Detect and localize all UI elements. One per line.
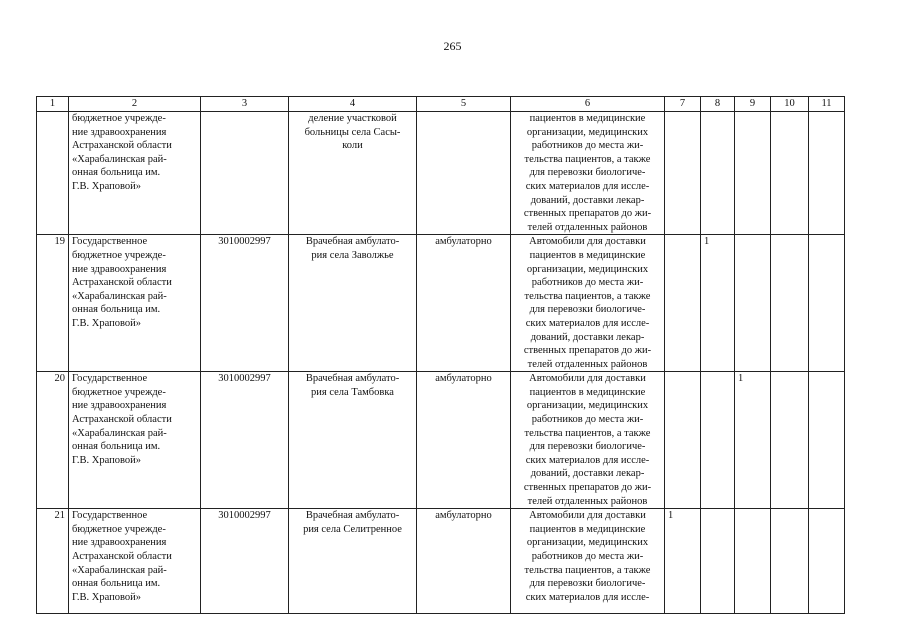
purpose-line: работников до места жи-: [531, 140, 644, 152]
institution-name-line: ние здравоохранения: [72, 400, 167, 412]
purpose-line: дований, доставки лекар-: [530, 331, 645, 343]
column-header-5: 5: [417, 97, 511, 112]
column-header-1: 1: [37, 97, 69, 112]
count-cell-11: [809, 112, 845, 235]
purpose-line: Автомобили для доставки: [529, 236, 646, 248]
count-cell-11: [809, 235, 845, 372]
purpose-line: для перевозки биологиче-: [529, 441, 646, 453]
purpose-line: ственных препаратов до жи-: [523, 345, 652, 357]
division-line: рия села Заволжье: [311, 249, 394, 261]
institution-name-line: ние здравоохранения: [72, 263, 167, 275]
purpose-line: телей отдаленных районов: [527, 221, 648, 233]
purpose-cell: [511, 509, 665, 614]
institution-name-line: Г.В. Храповой»: [72, 454, 141, 466]
count-cell-7: [665, 235, 701, 372]
purpose-line: тельства пациентов, а также: [524, 290, 651, 302]
column-header-4: 4: [289, 97, 417, 112]
institution-name-line: онная больница им.: [72, 441, 161, 453]
count-cell-10: [771, 372, 809, 509]
table-row: [37, 235, 845, 372]
page-number: 265: [443, 39, 462, 53]
count-cell-7: [665, 372, 701, 509]
count-cell-11: [809, 509, 845, 614]
count-cell-7: 1: [665, 509, 701, 614]
count-cell-8: [701, 372, 735, 509]
institution-name-line: бюджетное учрежде-: [72, 523, 166, 535]
institution-name-line: Астраханской области: [72, 414, 172, 426]
inn-cell: 3010002997: [201, 509, 289, 614]
table-row: [37, 372, 845, 509]
purpose-line: организации, медицинских: [526, 263, 649, 275]
institution-name-line: бюджетное учрежде-: [72, 113, 166, 124]
institution-name-line: Государственное: [72, 373, 148, 385]
purpose-line: дований, доставки лекар-: [530, 468, 645, 480]
division-line: Врачебная амбулато-: [305, 510, 400, 522]
purpose-line: ских материалов для иссле-: [525, 180, 650, 192]
purpose-line: для перевозки биологиче-: [529, 578, 646, 590]
institution-name-line: «Харабалинская рай-: [72, 427, 167, 439]
purpose-line: для перевозки биологиче-: [529, 167, 646, 179]
column-header-9: 9: [735, 97, 771, 112]
purpose-line: телей отдаленных районов: [527, 358, 648, 370]
institution-name-line: бюджетное учрежде-: [72, 249, 166, 261]
institution-name-line: онная больница им.: [72, 304, 161, 316]
purpose-line: организации, медицинских: [526, 400, 649, 412]
count-cell-9: [735, 509, 771, 614]
count-cell-10: [771, 509, 809, 614]
purpose-line: организации, медицинских: [526, 537, 649, 549]
institution-name-line: Астраханской области: [72, 277, 172, 289]
row-number-cell: 21: [37, 509, 69, 614]
institution-name-line: Астраханской области: [72, 140, 172, 152]
inn-cell: [201, 112, 289, 235]
count-cell-8: 1: [701, 235, 735, 372]
column-number-header-row: [37, 97, 845, 112]
purpose-line: организации, медицинских: [526, 126, 649, 138]
institution-name-line: ние здравоохранения: [72, 537, 167, 549]
count-cell-7: [665, 112, 701, 235]
table-row: [37, 112, 845, 235]
purpose-line: для перевозки биологиче-: [529, 304, 646, 316]
division-line: Врачебная амбулато-: [305, 236, 400, 248]
purpose-cell: [511, 372, 665, 509]
institution-name-line: Государственное: [72, 236, 148, 248]
care-type-cell: амбулаторно: [417, 509, 511, 614]
care-type-cell: амбулаторно: [417, 372, 511, 509]
institution-name-line: Г.В. Храповой»: [72, 591, 141, 603]
institution-name-line: Г.В. Храповой»: [72, 180, 141, 192]
column-header-10: 10: [771, 97, 809, 112]
purpose-line: ских материалов для иссле-: [525, 317, 650, 329]
division-cell: [289, 372, 417, 509]
purpose-line: дований, доставки лекар-: [530, 194, 645, 206]
purpose-line: тельства пациентов, а также: [524, 153, 651, 165]
column-header-6: 6: [511, 97, 665, 112]
institution-name-line: ние здравоохранения: [72, 126, 167, 138]
division-cell: [289, 112, 417, 235]
institution-name-line: Г.В. Храповой»: [72, 317, 141, 329]
count-cell-10: [771, 235, 809, 372]
institution-name-line: бюджетное учрежде-: [72, 386, 166, 398]
row-number-cell: 20: [37, 372, 69, 509]
column-header-7: 7: [665, 97, 701, 112]
institution-name-cell: [69, 235, 201, 372]
purpose-line: тельства пациентов, а также: [524, 427, 651, 439]
purpose-line: работников до места жи-: [531, 277, 644, 289]
division-cell: [289, 235, 417, 372]
institution-name-line: «Харабалинская рай-: [72, 290, 167, 302]
purpose-line: ственных препаратов до жи-: [523, 208, 652, 220]
purpose-line: ских материалов для иссле-: [525, 454, 650, 466]
purpose-line: ственных препаратов до жи-: [523, 482, 652, 494]
count-cell-8: [701, 509, 735, 614]
count-cell-9: [735, 235, 771, 372]
institution-name-line: онная больница им.: [72, 578, 161, 590]
inn-cell: 3010002997: [201, 372, 289, 509]
count-cell-9: 1: [735, 372, 771, 509]
count-cell-8: [701, 112, 735, 235]
vehicle-allocation-table: [36, 96, 845, 614]
row-number-cell: 19: [37, 235, 69, 372]
purpose-cell: [511, 112, 665, 235]
purpose-line: пациентов в медицинские: [529, 386, 646, 398]
institution-name-line: онная больница им.: [72, 167, 161, 179]
column-header-11: 11: [809, 97, 845, 112]
institution-name-cell: [69, 112, 201, 235]
purpose-line: Автомобили для доставки: [529, 510, 646, 522]
row-number-cell: [37, 112, 69, 235]
institution-name-line: Астраханской области: [72, 551, 172, 562]
purpose-line: тельства пациентов, а также: [524, 564, 651, 576]
purpose-line: работников до места жи-: [531, 414, 644, 426]
purpose-line: пациентов в медицинские: [529, 523, 646, 535]
column-header-3: 3: [201, 97, 289, 112]
count-cell-9: [735, 112, 771, 235]
division-line: деление участковой: [308, 113, 397, 124]
column-header-2: 2: [69, 97, 201, 112]
institution-name-cell: [69, 509, 201, 614]
division-line: рия села Селитренное: [303, 523, 402, 535]
purpose-line: телей отдаленных районов: [527, 495, 648, 507]
division-cell: [289, 509, 417, 614]
inn-cell: 3010002997: [201, 235, 289, 372]
count-cell-10: [771, 112, 809, 235]
purpose-line: ских материалов для иссле-: [525, 591, 650, 603]
purpose-line: пациентов в медицинские: [529, 113, 646, 124]
column-header-8: 8: [701, 97, 735, 112]
purpose-line: работников до места жи-: [531, 551, 644, 562]
division-line: Врачебная амбулато-: [305, 373, 400, 385]
purpose-line: Автомобили для доставки: [529, 373, 646, 385]
division-line: коли: [342, 140, 363, 152]
institution-name-line: «Харабалинская рай-: [72, 564, 167, 576]
institution-name-cell: [69, 372, 201, 509]
institution-name-line: Государственное: [72, 510, 148, 522]
care-type-cell: амбулаторно: [417, 235, 511, 372]
division-line: рия села Тамбовка: [311, 386, 394, 398]
division-line: больницы села Сасы-: [304, 126, 401, 138]
institution-name-line: «Харабалинская рай-: [72, 153, 167, 165]
purpose-line: пациентов в медицинские: [529, 249, 646, 261]
count-cell-11: [809, 372, 845, 509]
care-type-cell: [417, 112, 511, 235]
table-row: [37, 509, 845, 614]
purpose-cell: [511, 235, 665, 372]
